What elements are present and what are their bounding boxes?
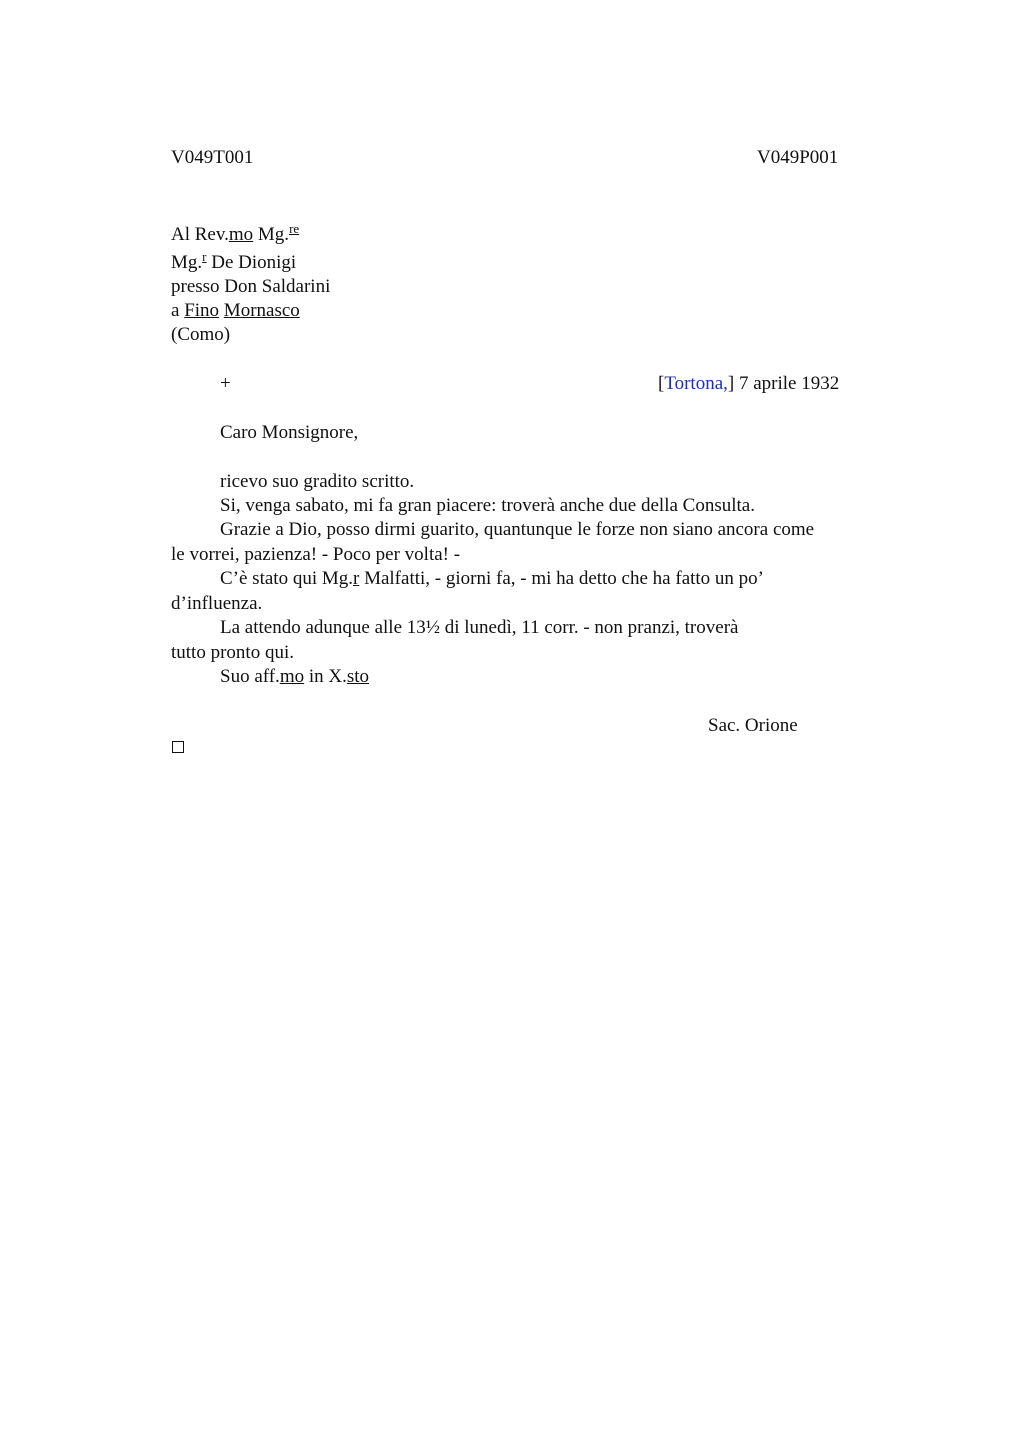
- paragraph-1: ricevo suo gradito scritto.: [220, 471, 415, 492]
- address-line-4: a Fino Mornasco: [171, 300, 300, 321]
- header-left-code: V049T001: [171, 147, 254, 168]
- end-square-icon: [172, 741, 184, 753]
- paragraph-2: Si, venga sabato, mi fa gran piacere: troverà anche due della Consulta.: [220, 495, 755, 516]
- address-line-2: Mg.$^r$ De Dionigi: [171, 249, 297, 273]
- salutation: Caro Monsignore,: [220, 422, 359, 443]
- signature: Sac. Orione: [708, 715, 798, 736]
- dateline: [Tortona,] 7 aprile 1932: [658, 373, 840, 394]
- paragraph-5: La attendo adunque alle 13½ di lunedì, 11 corr. - non pranzi, troverà tutto pronto qui.: [171, 617, 739, 663]
- paragraph-4: C’è stato qui Mg.r Malfatti, - giorni fa, - mi ha detto che ha fatto un po’ d’influenza.: [171, 568, 763, 614]
- address-line-3: presso Don Saldarini: [171, 276, 331, 297]
- paragraph-3: Grazie a Dio, posso dirmi guarito, quantunque le forze non siano ancora come le vorrei, pazienza! - Poco per volta! -: [171, 519, 815, 565]
- header-right-code: V049P001: [757, 147, 839, 168]
- closing: Suo aff.mo in X.sto: [220, 666, 370, 687]
- address-line-5: (Como): [171, 324, 231, 345]
- address-line-1: Al Rev.mo Mg.$^{re}$: [171, 221, 300, 245]
- place-name: Tortona,: [664, 373, 728, 394]
- cross-symbol: +: [220, 373, 231, 394]
